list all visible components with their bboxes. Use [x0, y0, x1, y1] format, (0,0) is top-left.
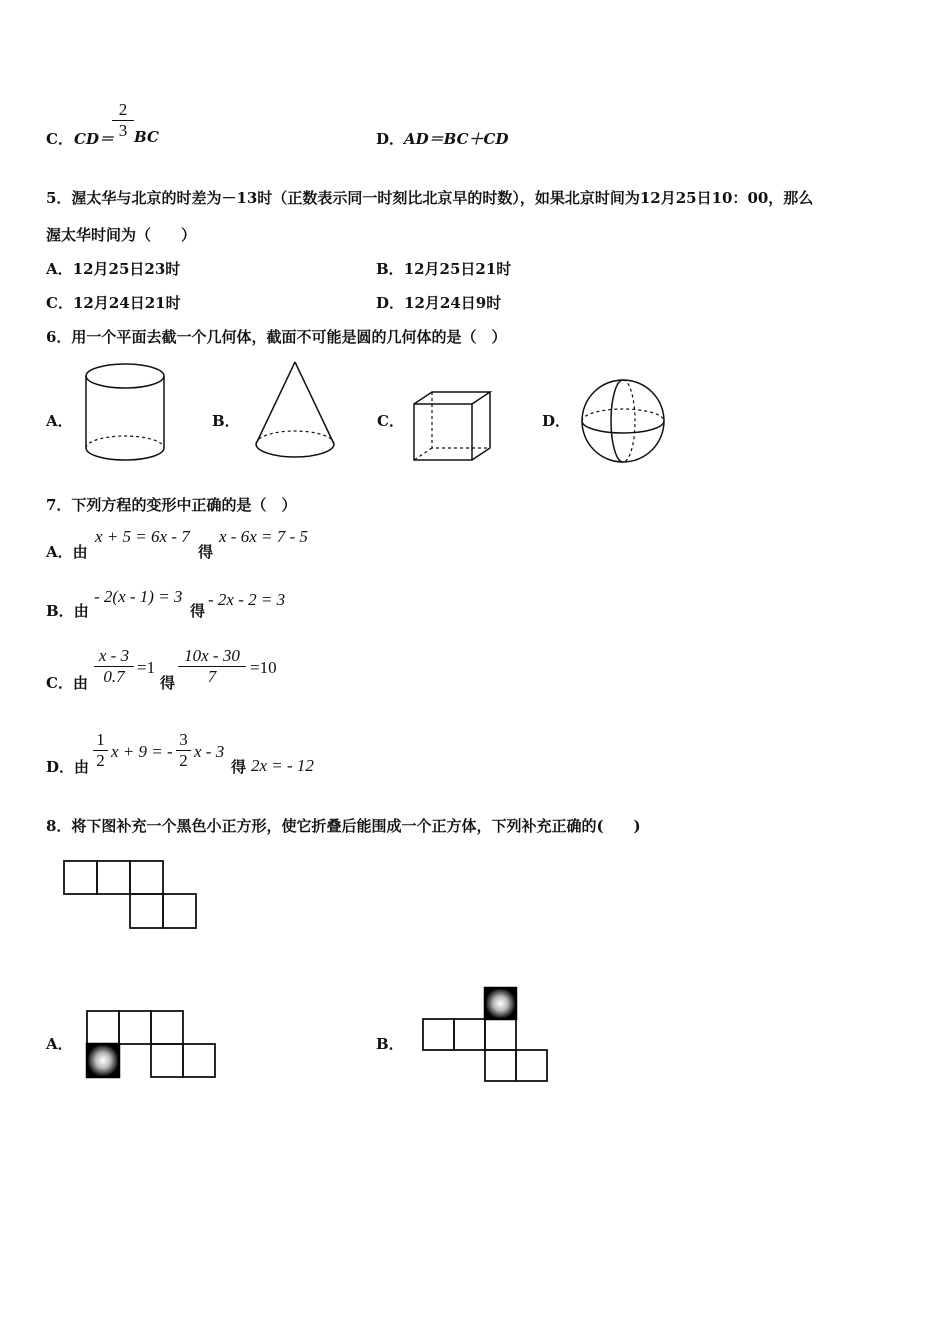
fraction-numerator: 1 — [93, 730, 108, 751]
option-label: A． — [46, 543, 73, 561]
q7-c-equals-1: =1 — [137, 658, 156, 677]
q7-option-d-label — [46, 756, 89, 777]
cube-net-option-b — [422, 987, 550, 1085]
q6-option-c-label: C． — [377, 412, 404, 430]
q5-option-c — [46, 292, 181, 313]
q8-option-a-label: A． — [46, 1035, 73, 1053]
q5-option-a — [46, 258, 180, 279]
option-text: 12月24日21时 — [72, 294, 181, 312]
de-word: 得 — [231, 758, 247, 776]
option-label: D． — [376, 294, 405, 312]
option-label: C． — [46, 294, 73, 312]
option-label: D． — [46, 758, 75, 776]
q7-c-fraction-2 — [178, 646, 246, 687]
q4-option-d-text: AD＝BC＋CD — [404, 130, 509, 148]
q5-stem-line2: 渥太华时间为（ ） — [46, 226, 197, 244]
q6-option-a-label: A． — [46, 412, 73, 430]
cylinder-icon — [84, 362, 170, 464]
q7-d-fraction-1 — [93, 730, 108, 771]
black-square-icon — [485, 988, 516, 1019]
q7-d-tail: x - 3 — [194, 742, 225, 761]
q6-option-d-label: D． — [542, 412, 571, 430]
q7-c-equals-2: =10 — [250, 658, 277, 677]
option-text: 12月25日23时 — [72, 260, 181, 278]
q7-b-right-equation: - 2x - 2 = 3 — [208, 590, 286, 609]
you-word: 由 — [72, 543, 88, 561]
q8-option-b-label: B． — [376, 1035, 404, 1053]
black-square-icon — [87, 1044, 119, 1077]
fraction-numerator: 10x - 30 — [178, 646, 246, 667]
option-label: B． — [376, 260, 404, 278]
de-word: 得 — [198, 543, 214, 561]
q6-stem: 6．用一个平面去截一个几何体，截面不可能是圆的几何体的是（ ） — [46, 328, 507, 346]
q8-stem: 8．将下图补充一个黑色小正方形，使它折叠后能围成一个正方体，下列补充正确的( ) — [46, 817, 641, 835]
q7-d-middle: x + 9 = - — [111, 742, 173, 761]
q7-d-result: 2x = - 12 — [251, 756, 314, 775]
q7-option-a-label — [46, 541, 88, 562]
fraction-denominator: 0.7 — [103, 667, 125, 686]
q7-d-fraction-2 — [176, 730, 191, 771]
option-label: A． — [46, 260, 73, 278]
q7-stem: 7．下列方程的变形中正确的是（ ） — [46, 496, 297, 514]
you-word: 由 — [73, 602, 89, 620]
option-label: C． — [46, 674, 73, 692]
q7-a-left-equation: x + 5 = 6x - 7 — [95, 527, 190, 546]
fraction-denominator: 2 — [179, 751, 188, 770]
q7-option-b-label — [46, 600, 89, 621]
fraction-denominator: 2 — [96, 751, 105, 770]
q4-option-c-label: C． — [46, 130, 73, 148]
cube-net-figure — [63, 860, 199, 932]
option-label: B． — [46, 602, 74, 620]
fraction-numerator: 3 — [176, 730, 191, 751]
option-text: 12月25日21时 — [403, 260, 512, 278]
cube-net-option-a — [86, 1010, 218, 1080]
q6-option-b-label: B． — [212, 412, 240, 430]
option-text: 12月24日9时 — [404, 294, 502, 312]
q4-option-c-fraction — [112, 100, 134, 141]
q5-option-d — [376, 292, 501, 313]
q4-option-c-text: CD＝ — [74, 130, 114, 148]
q5-stem-line1: 5．渥太华与北京的时差为－13时（正数表示同一时刻比北京早的时数），如果北京时间为12月25日10：00，那么 — [46, 189, 814, 207]
fraction-denominator: 7 — [207, 667, 217, 686]
you-word: 由 — [72, 674, 88, 692]
fraction-denominator: 3 — [118, 121, 128, 140]
you-word: 由 — [74, 758, 90, 776]
de-word: 得 — [160, 674, 176, 692]
q7-b-left-equation: - 2(x - 1) = 3 — [94, 587, 183, 606]
q7-c-fraction-1 — [94, 646, 134, 687]
cone-icon — [254, 360, 340, 464]
sphere-icon — [580, 378, 666, 464]
fraction-numerator: x - 3 — [94, 646, 134, 667]
fraction-numerator: 2 — [112, 100, 134, 121]
q7-a-right-equation: x - 6x = 7 - 5 — [219, 527, 308, 546]
q5-option-b — [376, 258, 511, 279]
q4-option-c-tail: BC — [134, 128, 159, 146]
de-word: 得 — [190, 602, 206, 620]
cube-icon — [412, 390, 494, 462]
q4-option-d-label: D． — [376, 130, 405, 148]
q7-option-c-label — [46, 672, 88, 693]
